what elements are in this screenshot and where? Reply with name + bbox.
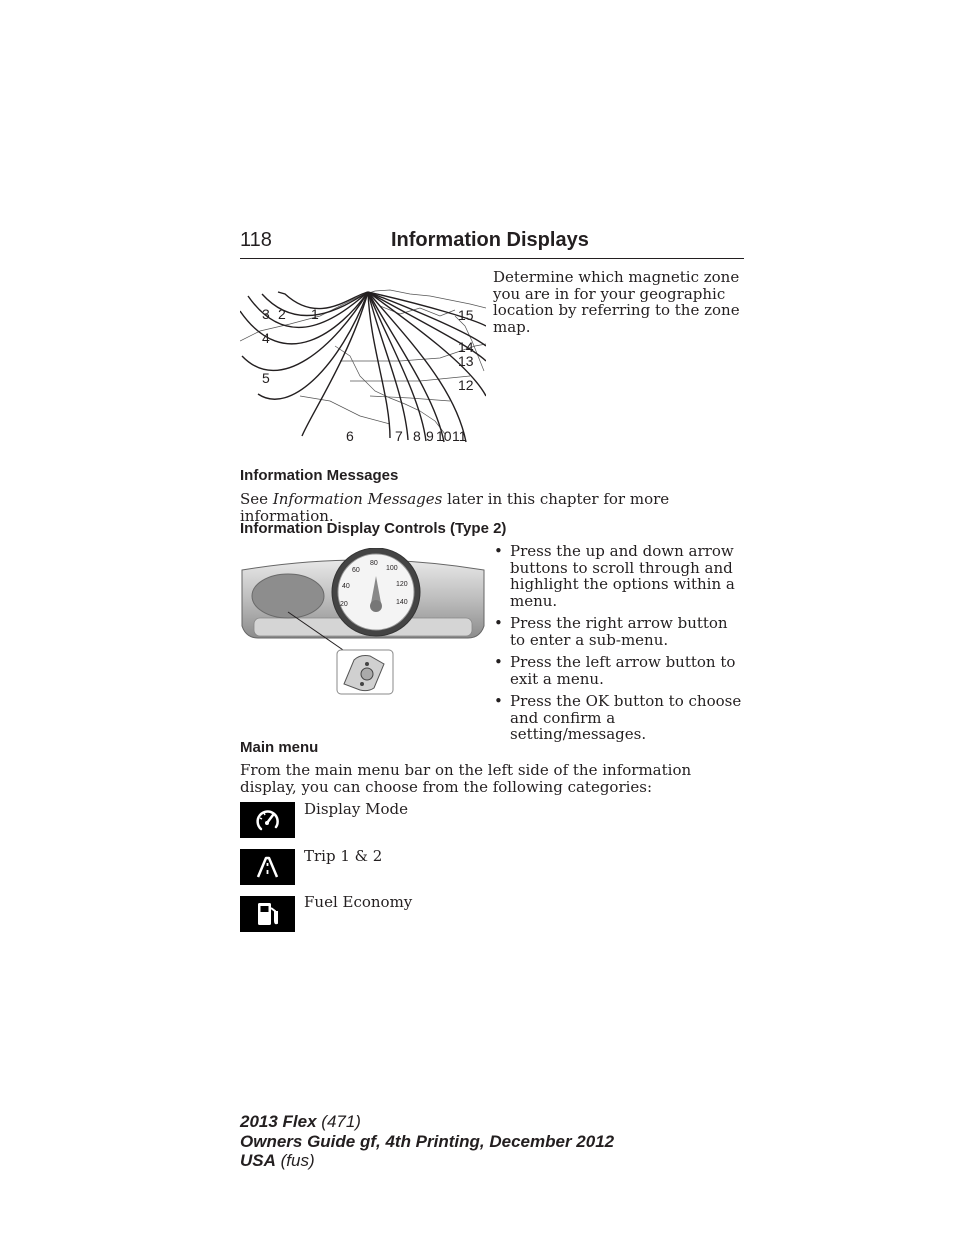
zone-boundary-lines bbox=[240, 292, 486, 442]
road-icon bbox=[240, 849, 295, 885]
zone-label-10: 10 bbox=[436, 428, 452, 444]
controls-bullet-list bbox=[493, 543, 743, 749]
list-item: • Press the up and down arrow buttons to scroll through and highlight the options within a menu. bbox=[494, 542, 735, 610]
footer-market bbox=[240, 1151, 315, 1171]
list-item: • Press the OK button to choose and confirm a setting/messages. bbox=[494, 692, 742, 743]
footer-model bbox=[240, 1112, 361, 1132]
info-messages-heading: Information Messages bbox=[240, 467, 399, 484]
list-item: • Press the left arrow button to exit a menu. bbox=[494, 653, 736, 688]
down-arrow-icon bbox=[360, 682, 364, 686]
zone-label-6: 6 bbox=[346, 428, 354, 444]
controls-heading: Information Display Controls (Type 2) bbox=[240, 520, 507, 537]
ok-button-icon bbox=[361, 668, 373, 680]
magnetic-zone-map bbox=[240, 286, 486, 446]
zone-label-12: 12 bbox=[458, 377, 474, 393]
speedo-tick-40: 40 bbox=[342, 583, 350, 590]
left-info-display bbox=[252, 574, 324, 618]
zone-map-description: Determine which magnetic zone you are in for your geographic location by referring to the zone map. bbox=[493, 268, 740, 336]
speedo-tick-80: 80 bbox=[370, 560, 378, 567]
bullet-text: Press the up and down arrow buttons to scroll through and highlight the options within a menu. bbox=[510, 542, 735, 610]
display-mode-icon-box bbox=[240, 802, 295, 838]
up-arrow-icon bbox=[365, 662, 369, 666]
zone-label-1: 1 bbox=[311, 306, 319, 322]
footer-printing-text: Owners Guide gf, 4th Printing, December 2012 bbox=[240, 1131, 615, 1151]
bullet-text: Press the right arrow button to enter a sub-menu. bbox=[510, 614, 728, 649]
fuel-economy-icon-box bbox=[240, 896, 295, 932]
list-item: • Press the right arrow button to enter a sub-menu. bbox=[494, 614, 728, 649]
info-messages-prefix: See bbox=[240, 490, 273, 508]
speedo-tick-100: 100 bbox=[386, 565, 398, 572]
zone-label-4: 4 bbox=[262, 330, 270, 346]
steering-control-pad-inset bbox=[337, 650, 393, 694]
page-number: 118 bbox=[240, 229, 272, 251]
fuel-pump-icon bbox=[240, 896, 295, 932]
trip-icon-box bbox=[240, 849, 295, 885]
zone-label-7: 7 bbox=[395, 428, 403, 444]
zone-label-13: 13 bbox=[458, 353, 474, 369]
bullet-text: Press the OK button to choose and confirm a setting/messages. bbox=[510, 692, 742, 743]
speedo-tick-140: 140 bbox=[396, 599, 408, 606]
speedo-tick-120: 120 bbox=[396, 581, 408, 588]
info-messages-link: Information Messages bbox=[272, 490, 443, 508]
footer-market-name: USA bbox=[240, 1151, 276, 1170]
instrument-cluster-illustration bbox=[240, 548, 486, 696]
zone-label-14: 14 bbox=[458, 339, 474, 355]
menu-item-trip: Trip 1 & 2 bbox=[304, 847, 383, 865]
zone-label-5: 5 bbox=[262, 370, 270, 386]
main-menu-intro: From the main menu bar on the left side of the information display, you can choose from the following categories: bbox=[240, 761, 692, 796]
speedo-tick-20: 20 bbox=[340, 601, 348, 608]
zone-label-9: 9 bbox=[426, 428, 434, 444]
info-messages-suffix: later in this chapter for more information. bbox=[240, 490, 670, 525]
main-menu-heading: Main menu bbox=[240, 739, 319, 756]
zone-label-8: 8 bbox=[413, 428, 421, 444]
header-rule bbox=[240, 258, 744, 259]
zone-label-15: 15 bbox=[458, 307, 474, 323]
menu-item-fuel-economy: Fuel Economy bbox=[304, 893, 413, 911]
bullet-text: Press the left arrow button to exit a menu. bbox=[510, 653, 736, 688]
speedo-tick-60: 60 bbox=[352, 567, 360, 574]
menu-item-display-mode: Display Mode bbox=[304, 800, 408, 818]
zone-label-3: 3 bbox=[262, 306, 270, 322]
zone-label-11: 11 bbox=[452, 428, 467, 444]
section-title: Information Displays bbox=[391, 229, 589, 251]
zone-label-2: 2 bbox=[278, 306, 286, 322]
map-landmass bbox=[240, 290, 486, 434]
gauge-icon bbox=[240, 802, 295, 838]
footer-model-code: (471) bbox=[316, 1112, 361, 1131]
footer-printing bbox=[240, 1132, 614, 1152]
footer-market-code: (fus) bbox=[275, 1151, 315, 1170]
footer-model-name: 2013 Flex bbox=[240, 1112, 317, 1131]
